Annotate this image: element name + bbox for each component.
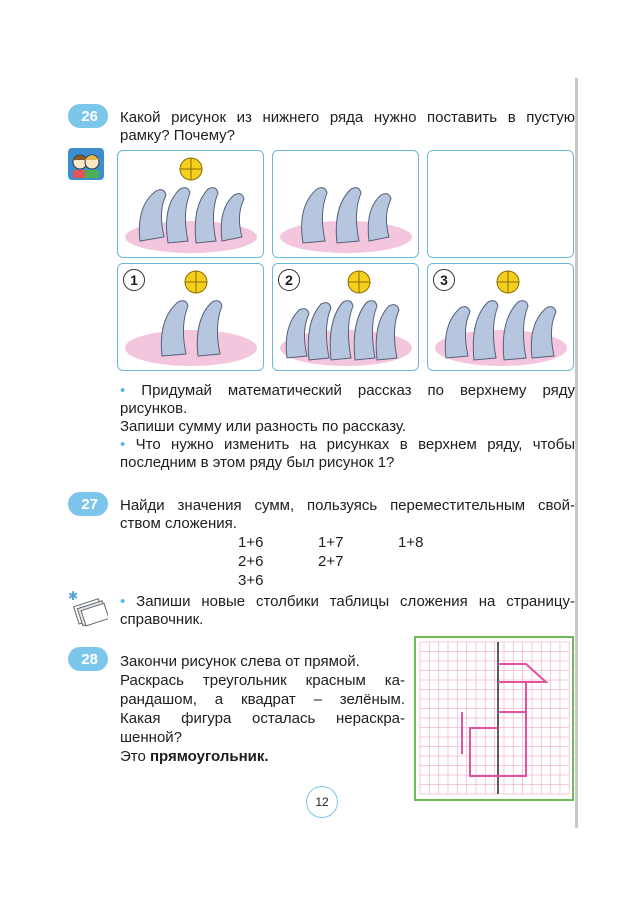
task-26-bullets: • Придумай математический рассказ по верхнему ряду рисунков. Запиши сумму или разность по рассказу. • Что нужно изменить на рисунках в верхнем ряду, чтобы последним в этом ряду был рисунок 1? (120, 382, 575, 471)
sum-expression: 1+6 (238, 534, 264, 551)
option-frame-3[interactable] (427, 263, 574, 371)
option-frame-2[interactable] (272, 263, 419, 371)
bullet-icon: • (120, 382, 126, 399)
picture-frame-top-2 (272, 150, 419, 258)
option-number: 1 (123, 269, 145, 291)
sum-expression: 1+8 (398, 534, 424, 551)
task-number-badge: 27 (68, 492, 108, 516)
answer-text: прямоугольник. (150, 748, 269, 765)
task-number-badge: 28 (68, 647, 108, 671)
option-frame-1[interactable] (117, 263, 264, 371)
sums-column-2 (318, 533, 343, 571)
task-28-question: Закончи рисунок слева от прямой. Раскрась треугольник красным ка- рандашом, а квадрат – зелёным. Какая фигура осталась нераскра- шенной? Это прямоугольник. (120, 653, 405, 765)
svg-text:✱: ✱ (68, 589, 79, 603)
page-edge (575, 78, 578, 828)
page-number: 12 (306, 786, 338, 818)
option-number: 2 (278, 269, 300, 291)
bullet-icon: • (120, 593, 126, 610)
task-27-question: Найди значения сумм, пользуясь переместительным свой- ством сложения. (120, 497, 575, 532)
bullet-icon: • (120, 436, 126, 453)
reference-cards-icon (66, 588, 108, 628)
sum-expression: 2+7 (318, 553, 344, 570)
task-number-badge: 26 (68, 104, 108, 128)
pair-work-icon (68, 148, 104, 180)
empty-picture-frame (427, 150, 574, 258)
drawing-grid[interactable] (414, 636, 574, 801)
sums-column-1 (238, 533, 263, 590)
option-number: 3 (433, 269, 455, 291)
sum-expression: 3+6 (238, 572, 264, 589)
sum-expression: 1+7 (318, 534, 344, 551)
task-26-question: Какой рисунок из нижнего ряда нужно поставить в пустую рамку? Почему? (120, 109, 575, 144)
sum-expression: 2+6 (238, 553, 264, 570)
picture-frame-top-1 (117, 150, 264, 258)
sums-column-3 (398, 533, 423, 552)
task-27-bullet: • Запиши новые столбики таблицы сложения на страницу- справочник. (120, 593, 575, 628)
